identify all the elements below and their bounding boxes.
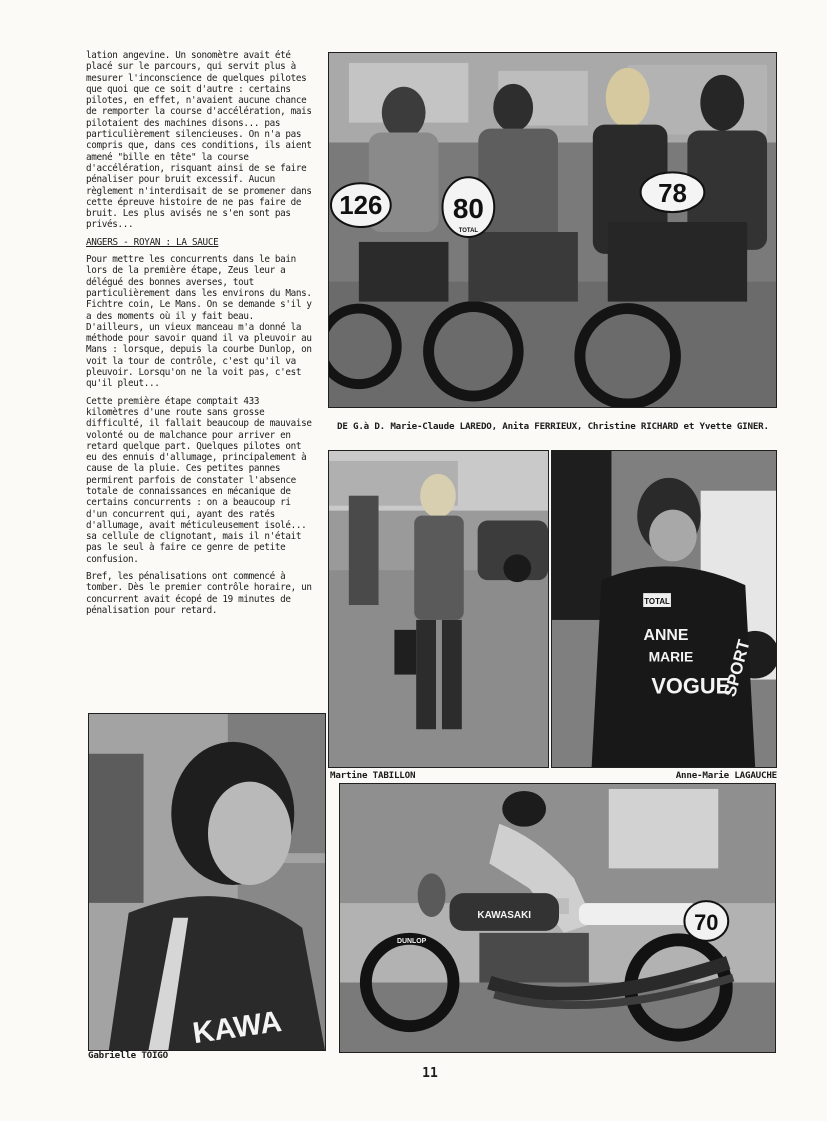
tank-text: KAWASAKI [477, 910, 532, 921]
photo-standing-rider [328, 450, 549, 768]
photo-riding-illustration [340, 784, 775, 1052]
article-text-column [86, 50, 314, 622]
photo-group-riders [328, 52, 777, 408]
page-number: 11 [422, 1066, 438, 1081]
tyre-text: DUNLOP [397, 937, 427, 945]
photo-group-illustration [329, 53, 776, 407]
jacket-text-line-1: ANNE [643, 626, 689, 644]
caption-leather: Anne-Marie LAGAUCHE [675, 770, 777, 781]
article-paragraph-3: Cette première étape comptait 433 kilomètres d'une route sans grosse difficulté, il fallait beaucoup de mauvaise volonté ou de malchance pour arriver en retard quelque part. Quelques pilotes ont eu des ennuis d'allumage, principalement à cause de la pluie. Ces petites pannes permirent parfois de constater l'absence totale de connaissances en mécanique de certains concurrents : on a beaucoup ri d'un concurrent qui, ayant des ratés d'allumage, avait méticuleusement isolé... sa cellule de clignotant, mais il n'était pas le seul à faire ce genre de petite confusion. [86, 395, 312, 565]
jacket-badge: TOTAL [644, 597, 670, 607]
photo-riding-motorcycle [339, 783, 776, 1053]
article-paragraph-4: Bref, les pénalisations ont commencé à tomber. Dès le premier contrôle horaire, un concurrent avait écopé de 19 minutes de pénalisation pour retard. [86, 571, 312, 616]
photo-portrait-rider [88, 713, 326, 1051]
photo-portrait-illustration [89, 714, 325, 1050]
caption-group: DE G.à D. Marie-Claude LAREDO, Anita FERRIEUX, Christine RICHARD et Yvette GINER. [337, 421, 769, 432]
photo-standing-illustration [329, 451, 548, 767]
article-paragraph-2: Pour mettre les concurrents dans le bain lors de la première étape, Zeus leur a délégué des bonnes averses, tout particulièrement dans les environs du Mans. Fichtre coin, Le Mans. On se demande s'il y a des moments où il y fait beau. D'ailleurs, un vieux manceau m'a donné la méthode pour savoir quand il va pleuvoir au Mans : lorsque, depuis la courbe Dunlop, on voit la tour de contrôle, c'est qu'il va pleuvoir. Lorsqu'on ne la voit pas, c'est qu'il pleut... [86, 254, 312, 390]
plate-number-2: 80 [452, 193, 484, 225]
riding-plate-number: 70 [694, 909, 719, 935]
jacket-text-line-4: SPORT [720, 637, 754, 699]
article-paragraph-1: lation angevine. Un sonomètre avait été placé sur le parcours, qui servit plus à mesurer l'inconscience de quelques pilotes que quoi que ce soit d'autre : certains pilotes, en effet, n'avaient aucune chance de remporter la course d'accélération, mais pilotaient des machines disons... pas particulièrement silencieuses. On n'a pas compris que, dans ces conditions, ils aient amené "bille en tête" la course d'accélération, risquant ainsi de se faire pénaliser pour bruit excessif. Aucun règlement n'interdisait de se promener dans cette épreuve histoire de ne pas faire de bruit. Les plus avisés ne s'en sont pas privés... [86, 50, 312, 231]
photo-leather-illustration [552, 451, 776, 767]
jacket-text-line-2: MARIE [648, 648, 694, 665]
jacket-text-line-3: VOGUE [651, 673, 731, 699]
caption-portrait: Gabrielle TOIGO [88, 1050, 168, 1061]
caption-standing: Martine TABILLON [330, 770, 416, 781]
plate-number-3: 78 [658, 180, 687, 209]
plate-number-1: 126 [339, 192, 383, 221]
portrait-jacket-text: KAWA [190, 1005, 284, 1050]
photo-leather-rider [551, 450, 777, 768]
section-heading: ANGERS - ROYAN : LA SAUCE [86, 236, 219, 248]
plate-sticker: TOTAL [458, 227, 479, 234]
